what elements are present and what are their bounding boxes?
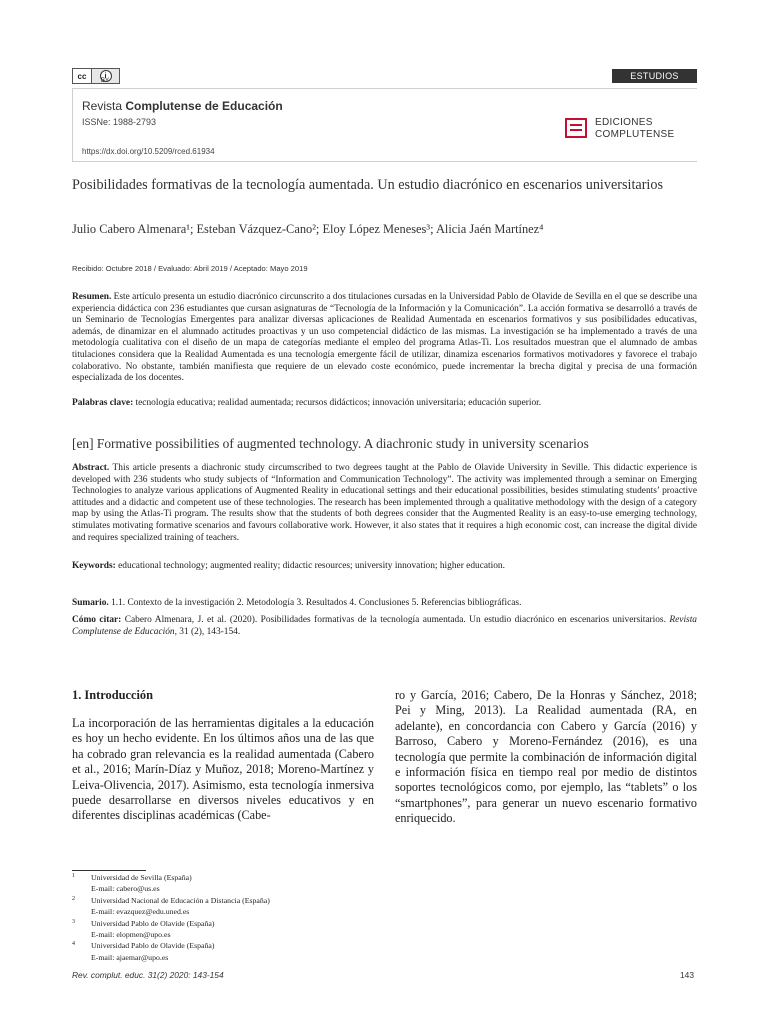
keywords-es: Palabras clave: tecnología educativa; realidad aumentada; recursos didácticos; innovación universitaria; educación superior.	[72, 398, 542, 408]
received-dates: Recibido: Octubre 2018 / Evaluado: Abril 2019 / Aceptado: Mayo 2019	[72, 264, 308, 273]
article-title-en: [en] Formative possibilities of augmented technology. A diachronic study in university scenarios	[72, 436, 589, 451]
authors: Julio Cabero Almenara¹; Esteban Vázquez-Cano²; Eloy López Meneses³; Alicia Jaén Martínez⁴	[72, 222, 544, 236]
footnotes	[72, 872, 472, 963]
section-tag: ESTUDIOS	[612, 69, 697, 83]
journal-name: Revista Complutense de Educación	[82, 99, 283, 113]
body-column-right: ro y García, 2016; Cabero, De la Honras y Sánchez, 2018; Pei y Ming, 2013). La Realidad aumentada (RA, en adelante), en concordancia con Cabero y García (2016) y Barroso, Cabero y Moreno-Fernández (2016), es una tecnología que permite la combinación de información digital e información física en tiempo real por medio de distintos soportes tecnológicos como, por ejemplo, las “tablets” o los “smartphones”, para generar un nuevo escenario formativo enriquecido.	[395, 688, 697, 826]
abstract-en: Abstract. This article presents a diachronic study circumscribed to two degrees taught at the Pablo de Olavide University in Seville. This didactic experience is developed with 236 students who study subjects of “Information and Communication Technology”. The activity was implemented through a seminar on Emerging Technologies to analyze various applications of Augmented Reality in educational settings and their educational possibilities, besides stimulating students’ proactive attitudes and a didactic and competent use of these technologies. The research has been implemented through a qualitative methodology with the design of a category map by using the Atlas-Ti program. The results show that the students of both degrees consider that the Augmented Reality is an easy-to-use emerging technology, stimulates motivating formative scenarios and favours collaborative work. However, it also states that it requires a high economic cost, can increase the digital divide and requires specialized training of teachers.	[72, 463, 697, 543]
section-heading: 1. Introducción	[72, 688, 154, 702]
keywords-en: Keywords: educational technology; augmented reality; didactic resources; university innovation; higher education.	[72, 561, 505, 571]
body-column-left: La incorporación de las herramientas digitales a la educación es hoy un hecho evidente. En los últimos años una de las que ha cobrado gran relevancia es la realidad aumentada (Cabero et al., 2016; Marín-Díaz y Muñoz, 2018; Moreno-Martínez y Leiva-Olivencia, 2017). Asimismo, esta tecnología inmersiva puede desarrollarse en diversos niveles educativos y en diferentes disciplinas académicas (Cabe-	[72, 716, 374, 823]
how-to-cite: Cómo citar: Cabero Almenara, J. et al. (2020). Posibilidades formativas de la tecnología aumentada. Un estudio diacrónico en escenarios universitarios. Revista Complutense de Educación, 31 (2), 143-154.	[72, 615, 697, 637]
cc-icon: cc	[73, 69, 92, 83]
footnote: 2 Universidad Nacional de Educación a Distancia (España) E-mail: evazquez@edu.uned.es	[72, 895, 472, 918]
license-badge[interactable]	[72, 68, 120, 84]
publisher-name: EDICIONES COMPLUTENSE	[595, 117, 675, 140]
footnote: 4 Universidad Pablo de Olavide (España) E-mail: ajaemar@upo.es	[72, 940, 472, 963]
publisher-logo-icon	[565, 118, 587, 138]
abstract-es: Resumen. Este artículo presenta un estudio diacrónico circunscrito a dos titulaciones cursadas en la Universidad Pablo de Olavide de Sevilla en el que se describe una experiencia didáctica con 236 estudiantes que cursan asignaturas de “Tecnología de la Información y la Comunicación”. La acción formativa se desarrolló a través de un Seminario de Tecnologías Emergentes para analizar diversas aplicaciones de Realidad Aumentada en escenarios formativos y sus posibilidades educativas, además, de dinamizar en el alumnado actitudes proactivas y un uso competencial didáctico de las mismas. La investigación se ha implementado a través de una metodología cualitativa con el diseño de un mapa de categorías mediante el empleo del programa Atlas-Ti. Los resultados muestran que el alumnado de ambas titulaciones considera que la Realidad Aumentada es una tecnología emergente fácil de utilizar, dinamiza escenarios formativos motivadores y favorece el trabajo colaborativo. No obstante, también manifiesta que requiere de un elevado coste económico, puede incrementar la brecha digital y precisa de una formación especializada de los docentes.	[72, 292, 697, 384]
footnote-email[interactable]: E-mail: evazquez@edu.uned.es	[91, 907, 190, 917]
article-title: Posibilidades formativas de la tecnología aumentada. Un estudio diacrónico en escenarios universitarios	[72, 177, 663, 193]
doi-link[interactable]: https://dx.doi.org/10.5209/rced.61934	[82, 147, 215, 156]
summary: Sumario. 1.1. Contexto de la investigación 2. Metodología 3. Resultados 4. Conclusiones 5. Referencias bibliográficas.	[72, 598, 522, 608]
footnote: 3 Universidad Pablo de Olavide (España) E-mail: elopmen@upo.es	[72, 918, 472, 941]
issn: ISSNe: 1988-2793	[82, 117, 157, 127]
footnote-email[interactable]: E-mail: ajaemar@upo.es	[91, 952, 169, 962]
page-number: 143	[680, 970, 694, 980]
by-label: BY	[101, 78, 110, 84]
attribution-icon: i	[92, 69, 119, 83]
footnote-email[interactable]: E-mail: cabero@us.es	[91, 884, 160, 894]
footnote-divider	[72, 870, 146, 871]
footer-citation: Rev. complut. educ. 31(2) 2020: 143-154	[72, 970, 224, 980]
footnote: 1 Universidad de Sevilla (España) E-mail: cabero@us.es	[72, 872, 472, 895]
footnote-email[interactable]: E-mail: elopmen@upo.es	[91, 930, 171, 940]
